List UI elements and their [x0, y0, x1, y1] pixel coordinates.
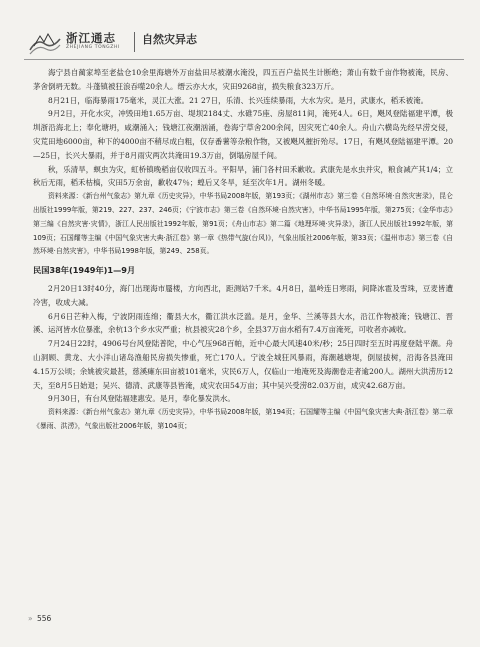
page-marker: »: [28, 614, 33, 623]
brand-title: 浙江通志: [66, 31, 116, 45]
paragraph: 8月21日，临海暴雨175毫米，灵江大涨。21 27日，乐清、长兴连续暴雨，大水为灾。是月，武康水，稻禾被淹。: [48, 95, 429, 105]
brand-romanized: ZHEJIANG TONGZHI: [66, 45, 120, 50]
page-number: 556: [36, 614, 52, 623]
paragraph: 海宁县自蔺家埠至老盐仓10余里海塘外万亩盐田尽被潮水淹没，四五百户盐民生计断绝；萧山有数千亩作物被淹，民房、茅舍倒坍无数。斗蓬镇被狂浪吞噬20余人。缙云亦大水，灾田9268亩，损失粮食323万斤。: [33, 68, 453, 91]
paragraph: 9月2日，开化水灾，冲毁田地1.65万亩、堤坝2184丈、水碓75座、房屋811间，淹死4人。6日，飓风登陆福建平潭，极圳浙沿海北上；奉化塘坍，咸潮涌入；钱塘江夜潮汹涌，卷海宁草舍200余间，因灾死亡40余人。舟山六横岛先经早涝交侵，灾荒田地6000亩，种下的4000亩不稍尽成白粗，仅存番薯等杂粮作物，又被飓风摧折殆尽。17日，有飓风登陆福建平潭。20—25日，长兴大暴雨，并于8月雨灾两次共淹田19.3万亩，倒塌房屋千间。: [33, 109, 453, 160]
paragraph: 7月24日22时，4906号台风登陆普陀，中心气压968百帕，近中心最大风速40米/秒；25日四时至五时再度登陆平潮。舟山洞顾、黄龙、大小洋山诸岛渔船民房损失惨重，死亡170人。宁波全城狂风暴雨，海潮越塘堤，倒屋拔树，沿海各县淹田4.15万公顷；余姚被灾最甚，慈溪瘫东田亩被101毫米，灾民6万人，仅临山一地淹死及海潮卷走者逾200人。湖州大洪涝历12天，至8月5日始退；吴兴、德清、武康等县皆淹，成灾农田54万亩；其中吴兴受涝82.03万亩，成灾42.68万亩。: [33, 339, 453, 390]
header-rule: [24, 59, 464, 60]
section-heading: 民国38年(1949年)1—9月: [33, 265, 136, 276]
header-separator: [134, 32, 135, 52]
paragraph: 6月6日芒种入梅，宁波阴雨连绵；衢县大水，衢江洪水泛滥。是月，金华、兰溪等县大水，沿江作物被淹；钱塘江、晋溪、运河皆水位暴涨，余杭13个乡水灾严重；杭县被灾28个乡，全县37万亩水稻有7.4万亩淹死，可收者亦减收。: [33, 311, 453, 335]
source-note: 资料来源：《新台州气象志》第九章《历史灾异》，中华书局2008年版，第193页；《湖州市志》第三卷《自然环境·自然灾害录》，昆仑出版社1999年版，第219、227、237、246页；《宁波市志》第三卷《自然环境·自然灾害》，中华书局1995年版，第275页；《金华市志》第三编《自然灾害·灾情》，浙江人民出版社1992年版，第91页；《舟山市志》第二篇《地理环境·灾异录》，浙江人民出版社1992年版，第109页；石国耀等主编《中国气象灾害大典·浙江卷》第一章《热带气旋(台风)》，气象出版社2006年版，第33页；《温州市志》第三卷《自然环境·自然灾害》，中华书局1998年版，第249、258页。: [33, 192, 453, 256]
page-footer: [28, 614, 51, 623]
paragraph: 9月30日，有台风登陆福建惠安。是月，奉化暴发洪水。: [48, 394, 235, 404]
paragraph: 秋，乐清旱，螟虫为灾，虹桥镇晚稻亩仅收四五斗。平阳旱，浦门各村田禾歉收。武康先是水虫并灾，粮食减产其1/4；立秋后无雨，稻禾枯槁，灾田5万余亩，歉收47％；蝗后又冬旱，延至次年1月。湖州冬暖。: [33, 164, 453, 188]
wave-mountain-logo-icon: [28, 30, 62, 56]
body-text: [33, 66, 453, 434]
source-note: 资料来源：《新台州气象志》第九章《历史灾异》，中华书局2008年版，第194页；石国耀等主编《中国气象灾害大典·浙江卷》第二章《暴雨、洪涝》，气象出版社2006年版，第104页；: [33, 408, 453, 430]
page-header: [24, 24, 464, 64]
paragraph: 2月20日13时40分，海门出现海市蜃楼，方向西北，距测站7千米。4月8日，温岭连日寒雨，间降冰雹及雪珠，豆麦皆遭冷害，收成大减。: [33, 283, 453, 307]
section-title: 自然灾异志: [142, 33, 197, 46]
